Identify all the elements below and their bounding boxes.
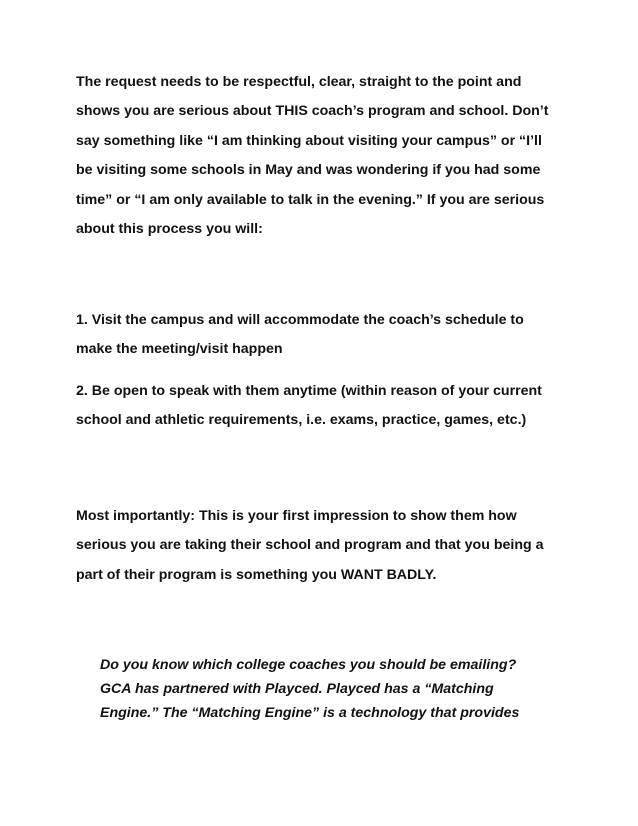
- intro-paragraph: The request needs to be respectful, clear, straight to the point and shows you are serious about THIS coach’s program and school. Don’t say something like “I am thinking about visiting your campus” or “I’ll be visiting some schools in May and was wondering if you had some time” or “I am only available to talk in the evening.” If you are serious about this process you will:: [76, 74, 549, 238]
- list-item: 2. Be open to speak with them anytime (within reason of your current school and athletic requirements, i.e. exams, practice, games, etc.): [76, 383, 542, 429]
- important-paragraph: Most importantly: This is your first impression to show them how serious you are taking their school and program and that you being a part of their program is something you WANT BADLY.: [76, 508, 544, 583]
- callout-paragraph: Do you know which college coaches you should be emailing? GCA has partnered with Playced. Playced has a “Matching Engine.” The “Matching Engine” is a technology that provides: [100, 657, 520, 721]
- list-item: 1. Visit the campus and will accommodate the coach’s schedule to make the meeting/visit happen: [76, 312, 524, 358]
